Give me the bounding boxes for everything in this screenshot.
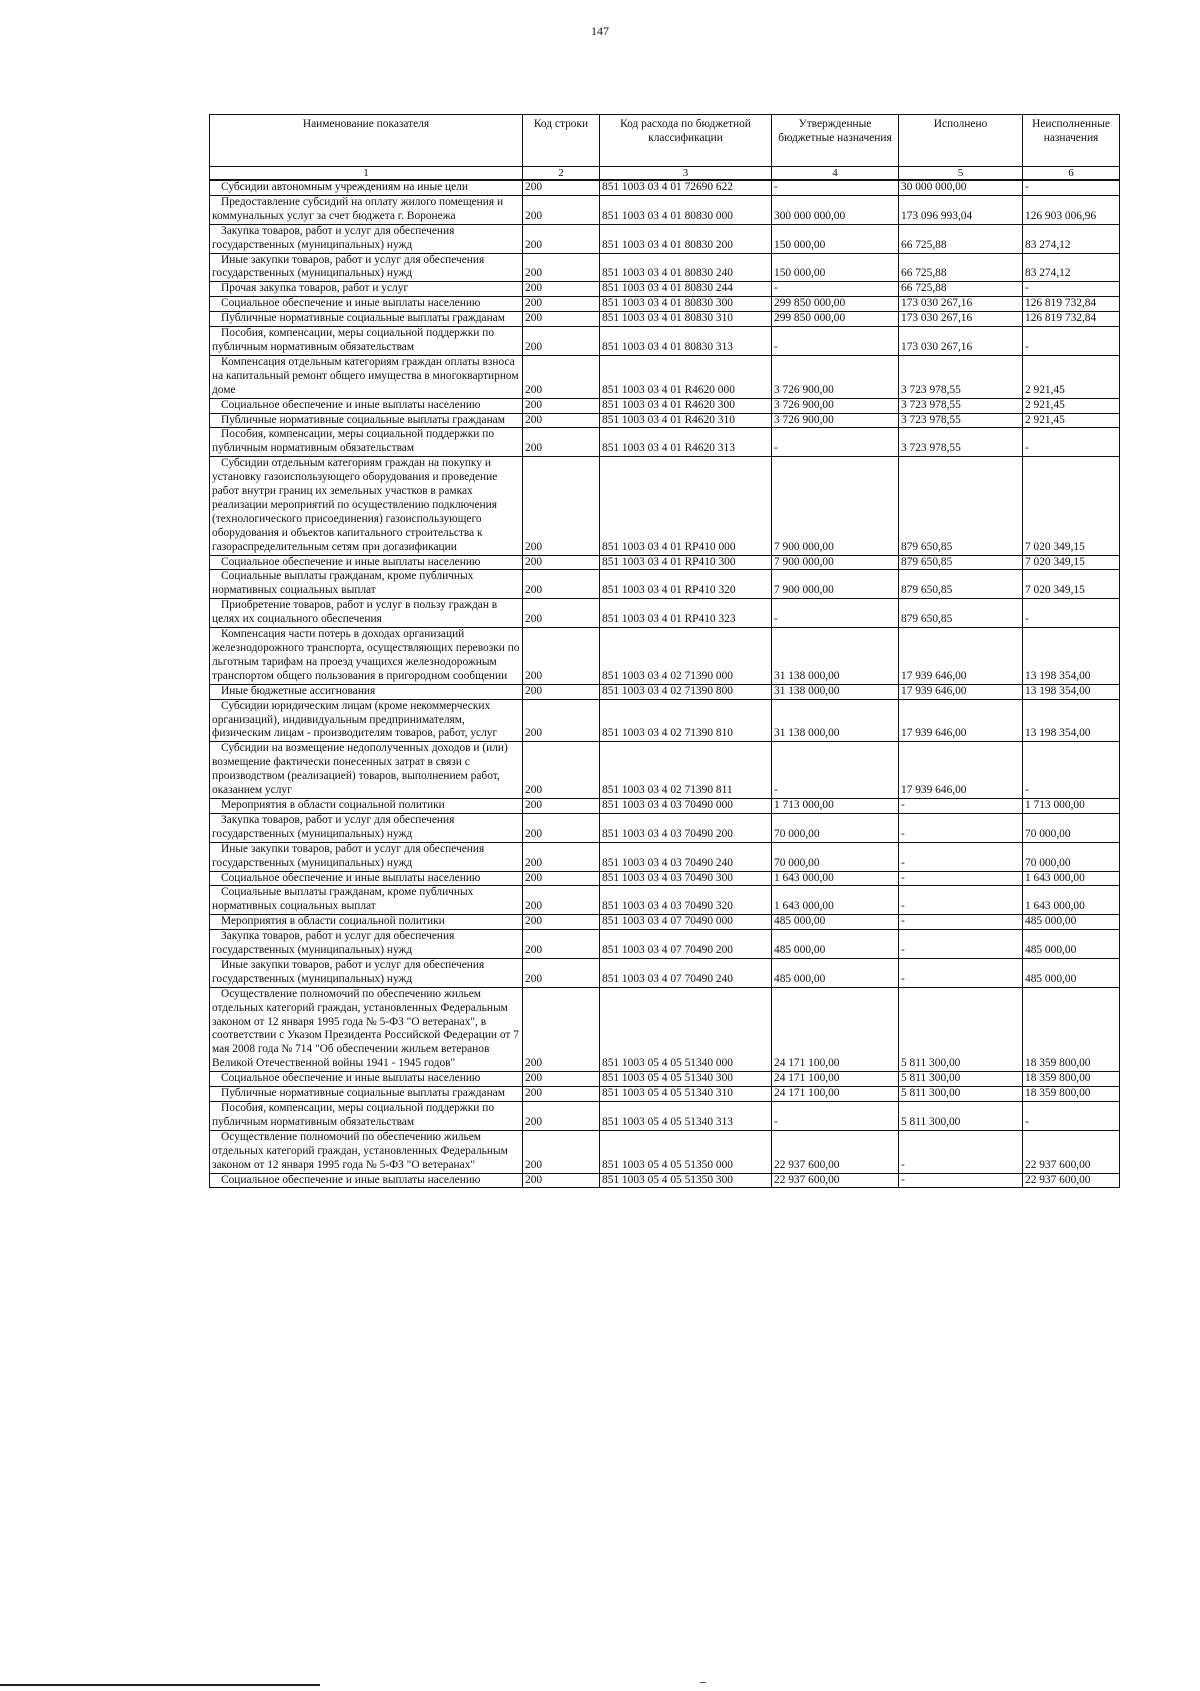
table-row	[210, 958, 1120, 987]
cell-name: Мероприятия в области социальной политики	[210, 915, 523, 930]
cell-executed: -	[899, 798, 1023, 813]
cell-budget-code: 851 1003 03 4 02 71390 000	[600, 628, 772, 685]
cell-unexecuted: -	[1023, 742, 1120, 799]
cell-line-code: 200	[523, 684, 600, 699]
cell-line-code: 200	[523, 195, 600, 224]
cell-executed: -	[899, 813, 1023, 842]
cell-name: Закупка товаров, работ и услуг для обеспечения государственных (муниципальных) нужд	[210, 224, 523, 253]
cell-name: Публичные нормативные социальные выплаты гражданам	[210, 1087, 523, 1102]
cell-executed: 17 939 646,00	[899, 699, 1023, 742]
cell-approved: 22 937 600,00	[772, 1130, 899, 1173]
cell-executed: 66 725,88	[899, 253, 1023, 282]
cell-name: Осуществление полномочий по обеспечению жильем отдельных категорий граждан, установленных Федеральным законом от 12 января 1995 года № 5-ФЗ "О ветеранах", в соответствии с Указом Президента Российской Федерации от 7 мая 2008 года № 714 "Об обеспечении жильем ветеранов Великой Отечественной войны 1941 - 1945 годов"	[210, 987, 523, 1071]
budget-execution-table	[209, 114, 1120, 1188]
cell-budget-code: 851 1003 03 4 02 71390 811	[600, 742, 772, 799]
cell-line-code: 200	[523, 1173, 600, 1188]
cell-line-code: 200	[523, 813, 600, 842]
cell-budget-code: 851 1003 03 4 03 70490 320	[600, 886, 772, 915]
cell-name: Социальные выплаты гражданам, кроме публичных нормативных социальных выплат	[210, 570, 523, 599]
column-number: 1	[210, 167, 523, 181]
cell-approved: 485 000,00	[772, 930, 899, 959]
cell-budget-code: 851 1003 03 4 01 80830 244	[600, 282, 772, 297]
cell-unexecuted: 485 000,00	[1023, 915, 1120, 930]
cell-approved: 31 138 000,00	[772, 684, 899, 699]
table-row	[210, 555, 1120, 570]
cell-budget-code: 851 1003 03 4 07 70490 000	[600, 915, 772, 930]
table-row	[210, 428, 1120, 457]
table-row	[210, 599, 1120, 628]
cell-unexecuted: 126 819 732,84	[1023, 297, 1120, 312]
cell-unexecuted: 1 643 000,00	[1023, 871, 1120, 886]
cell-approved: 3 726 900,00	[772, 355, 899, 398]
cell-name: Социальные выплаты гражданам, кроме публичных нормативных социальных выплат	[210, 886, 523, 915]
table-row	[210, 253, 1120, 282]
cell-approved: 70 000,00	[772, 842, 899, 871]
cell-approved: 31 138 000,00	[772, 628, 899, 685]
cell-name: Прочая закупка товаров, работ и услуг	[210, 282, 523, 297]
cell-name: Иные бюджетные ассигнования	[210, 684, 523, 699]
cell-name: Социальное обеспечение и иные выплаты населению	[210, 1173, 523, 1188]
cell-line-code: 200	[523, 871, 600, 886]
cell-line-code: 200	[523, 628, 600, 685]
table-row	[210, 1087, 1120, 1102]
cell-unexecuted: 70 000,00	[1023, 842, 1120, 871]
cell-executed: 3 723 978,55	[899, 355, 1023, 398]
cell-budget-code: 851 1003 03 4 03 70490 300	[600, 871, 772, 886]
cell-unexecuted: 22 937 600,00	[1023, 1173, 1120, 1188]
table-row	[210, 1102, 1120, 1131]
cell-line-code: 200	[523, 555, 600, 570]
cell-approved: 70 000,00	[772, 813, 899, 842]
cell-name: Публичные нормативные социальные выплаты гражданам	[210, 413, 523, 428]
cell-name: Субсидии отдельным категориям граждан на покупку и установку газоиспользующего оборудования и проведение работ внутри границ их земельных участков в рамках реализации мероприятий по осуществлению подключения (технологического присоединения) газоиспользующего оборудования и объектов капитального строительства к газораспределительным сетям при догазификации	[210, 457, 523, 555]
cell-approved: 1 643 000,00	[772, 871, 899, 886]
cell-unexecuted: 13 198 354,00	[1023, 699, 1120, 742]
cell-name: Предоставление субсидий на оплату жилого помещения и коммунальных услуг за счет бюджета г. Воронежа	[210, 195, 523, 224]
cell-budget-code: 851 1003 05 4 05 51340 313	[600, 1102, 772, 1131]
cell-executed: 5 811 300,00	[899, 987, 1023, 1071]
cell-executed: 173 096 993,04	[899, 195, 1023, 224]
table-row	[210, 195, 1120, 224]
cell-line-code: 200	[523, 915, 600, 930]
column-number: 2	[523, 167, 600, 181]
cell-line-code: 200	[523, 958, 600, 987]
table-row	[210, 355, 1120, 398]
cell-executed: 879 650,85	[899, 599, 1023, 628]
cell-budget-code: 851 1003 03 4 03 70490 240	[600, 842, 772, 871]
cell-unexecuted: 7 020 349,15	[1023, 457, 1120, 555]
cell-budget-code: 851 1003 03 4 07 70490 200	[600, 930, 772, 959]
table-row	[210, 1072, 1120, 1087]
cell-unexecuted: 2 921,45	[1023, 413, 1120, 428]
cell-line-code: 200	[523, 742, 600, 799]
cell-budget-code: 851 1003 03 4 01 80830 200	[600, 224, 772, 253]
cell-unexecuted: -	[1023, 1102, 1120, 1131]
column-number: 6	[1023, 167, 1120, 181]
cell-executed: -	[899, 930, 1023, 959]
cell-approved: 7 900 000,00	[772, 570, 899, 599]
table-row	[210, 930, 1120, 959]
cell-unexecuted: 13 198 354,00	[1023, 628, 1120, 685]
cell-approved: 24 171 100,00	[772, 1087, 899, 1102]
cell-executed: 5 811 300,00	[899, 1087, 1023, 1102]
cell-approved: -	[772, 327, 899, 356]
table-row	[210, 1173, 1120, 1188]
cell-approved: 22 937 600,00	[772, 1173, 899, 1188]
cell-name: Субсидии автономным учреждениям на иные цели	[210, 180, 523, 195]
cell-budget-code: 851 1003 03 4 01 RP410 000	[600, 457, 772, 555]
header-unexecuted: Неисполненные назначения	[1023, 115, 1120, 167]
table-row	[210, 413, 1120, 428]
cell-unexecuted: 2 921,45	[1023, 355, 1120, 398]
cell-executed: -	[899, 886, 1023, 915]
header-budget-code: Код расхода по бюджетной классификации	[600, 115, 772, 167]
header-name: Наименование показателя	[210, 115, 523, 167]
cell-approved: 485 000,00	[772, 958, 899, 987]
cell-executed: 879 650,85	[899, 555, 1023, 570]
cell-budget-code: 851 1003 03 4 01 RP410 323	[600, 599, 772, 628]
cell-approved: 24 171 100,00	[772, 1072, 899, 1087]
cell-approved: -	[772, 599, 899, 628]
cell-name: Иные закупки товаров, работ и услуг для обеспечения государственных (муниципальных) нужд	[210, 958, 523, 987]
cell-budget-code: 851 1003 03 4 01 R4620 300	[600, 398, 772, 413]
footer-mark	[700, 1682, 706, 1683]
cell-unexecuted: 18 359 800,00	[1023, 1072, 1120, 1087]
cell-approved: 300 000 000,00	[772, 195, 899, 224]
cell-line-code: 200	[523, 413, 600, 428]
cell-line-code: 200	[523, 842, 600, 871]
cell-budget-code: 851 1003 03 4 07 70490 240	[600, 958, 772, 987]
cell-name: Пособия, компенсации, меры социальной поддержки по публичным нормативным обязательствам	[210, 1102, 523, 1131]
page-number: 147	[591, 24, 609, 38]
footer-rule	[0, 1684, 320, 1686]
cell-approved: -	[772, 428, 899, 457]
cell-budget-code: 851 1003 03 4 01 80830 310	[600, 312, 772, 327]
cell-budget-code: 851 1003 05 4 05 51340 300	[600, 1072, 772, 1087]
cell-approved: -	[772, 1102, 899, 1131]
cell-line-code: 200	[523, 297, 600, 312]
cell-name: Субсидии на возмещение недополученных доходов и (или) возмещение фактически понесенных затрат в связи с производством (реализацией) товаров, выполнением работ, оказанием услуг	[210, 742, 523, 799]
table-row	[210, 570, 1120, 599]
cell-unexecuted: -	[1023, 282, 1120, 297]
cell-executed: -	[899, 1130, 1023, 1173]
cell-unexecuted: 126 903 006,96	[1023, 195, 1120, 224]
cell-line-code: 200	[523, 224, 600, 253]
cell-budget-code: 851 1003 03 4 01 80830 240	[600, 253, 772, 282]
cell-budget-code: 851 1003 03 4 03 70490 200	[600, 813, 772, 842]
cell-budget-code: 851 1003 05 4 05 51350 300	[600, 1173, 772, 1188]
cell-executed: 173 030 267,16	[899, 312, 1023, 327]
cell-executed: -	[899, 1173, 1023, 1188]
cell-executed: 17 939 646,00	[899, 628, 1023, 685]
cell-line-code: 200	[523, 798, 600, 813]
table-row	[210, 180, 1120, 195]
column-number: 3	[600, 167, 772, 181]
cell-name: Компенсация отдельным категориям граждан оплаты взноса на капитальный ремонт общего имущества в многоквартирном доме	[210, 355, 523, 398]
cell-budget-code: 851 1003 03 4 01 80830 300	[600, 297, 772, 312]
cell-unexecuted: 126 819 732,84	[1023, 312, 1120, 327]
cell-executed: -	[899, 958, 1023, 987]
cell-executed: 5 811 300,00	[899, 1072, 1023, 1087]
cell-unexecuted: -	[1023, 327, 1120, 356]
cell-name: Закупка товаров, работ и услуг для обеспечения государственных (муниципальных) нужд	[210, 930, 523, 959]
cell-unexecuted: 1 713 000,00	[1023, 798, 1120, 813]
cell-name: Компенсация части потерь в доходах организаций железнодорожного транспорта, осуществляющих перевозки по льготным тарифам на проезд учащихся железнодорожным транспортом общего пользования в пригородном сообщении	[210, 628, 523, 685]
header-line-code: Код строки	[523, 115, 600, 167]
cell-approved: 150 000,00	[772, 253, 899, 282]
header-row	[210, 115, 1120, 167]
cell-line-code: 200	[523, 398, 600, 413]
cell-executed: 879 650,85	[899, 457, 1023, 555]
table-row	[210, 742, 1120, 799]
cell-executed: 17 939 646,00	[899, 684, 1023, 699]
cell-name: Субсидии юридическим лицам (кроме некоммерческих организаций), индивидуальным предпринимателям, физическим лицам - производителям товаров, работ, услуг	[210, 699, 523, 742]
cell-approved: 24 171 100,00	[772, 987, 899, 1071]
column-number-row	[210, 167, 1120, 181]
table-row	[210, 282, 1120, 297]
cell-budget-code: 851 1003 03 4 01 RP410 320	[600, 570, 772, 599]
cell-approved: -	[772, 742, 899, 799]
cell-name: Мероприятия в области социальной политики	[210, 798, 523, 813]
cell-executed: 3 723 978,55	[899, 413, 1023, 428]
cell-budget-code: 851 1003 05 4 05 51340 000	[600, 987, 772, 1071]
cell-name: Закупка товаров, работ и услуг для обеспечения государственных (муниципальных) нужд	[210, 813, 523, 842]
cell-name: Социальное обеспечение и иные выплаты населению	[210, 555, 523, 570]
cell-name: Пособия, компенсации, меры социальной поддержки по публичным нормативным обязательствам	[210, 327, 523, 356]
cell-unexecuted: -	[1023, 599, 1120, 628]
cell-budget-code: 851 1003 03 4 01 R4620 000	[600, 355, 772, 398]
column-number: 5	[899, 167, 1023, 181]
cell-executed: -	[899, 915, 1023, 930]
table-row	[210, 699, 1120, 742]
column-number: 4	[772, 167, 899, 181]
cell-name: Социальное обеспечение и иные выплаты населению	[210, 1072, 523, 1087]
cell-unexecuted: 1 643 000,00	[1023, 886, 1120, 915]
cell-unexecuted: 13 198 354,00	[1023, 684, 1120, 699]
cell-line-code: 200	[523, 886, 600, 915]
cell-line-code: 200	[523, 1130, 600, 1173]
cell-unexecuted: 2 921,45	[1023, 398, 1120, 413]
cell-budget-code: 851 1003 03 4 01 72690 622	[600, 180, 772, 195]
table-row	[210, 297, 1120, 312]
cell-line-code: 200	[523, 327, 600, 356]
cell-approved: 485 000,00	[772, 915, 899, 930]
cell-name: Социальное обеспечение и иные выплаты населению	[210, 297, 523, 312]
cell-budget-code: 851 1003 03 4 01 RP410 300	[600, 555, 772, 570]
table-body	[210, 180, 1120, 1188]
cell-approved: 7 900 000,00	[772, 555, 899, 570]
cell-line-code: 200	[523, 253, 600, 282]
cell-line-code: 200	[523, 312, 600, 327]
cell-approved: 3 726 900,00	[772, 413, 899, 428]
cell-executed: 17 939 646,00	[899, 742, 1023, 799]
cell-budget-code: 851 1003 05 4 05 51350 000	[600, 1130, 772, 1173]
cell-budget-code: 851 1003 03 4 01 R4620 313	[600, 428, 772, 457]
table-row	[210, 224, 1120, 253]
cell-approved: 7 900 000,00	[772, 457, 899, 555]
header-executed: Исполнено	[899, 115, 1023, 167]
header-approved: Утвержденные бюджетные назначения	[772, 115, 899, 167]
cell-unexecuted: 7 020 349,15	[1023, 555, 1120, 570]
cell-budget-code: 851 1003 03 4 03 70490 000	[600, 798, 772, 813]
table-row	[210, 684, 1120, 699]
cell-name: Иные закупки товаров, работ и услуг для обеспечения государственных (муниципальных) нужд	[210, 842, 523, 871]
cell-executed: 173 030 267,16	[899, 327, 1023, 356]
table-row	[210, 312, 1120, 327]
cell-unexecuted: 83 274,12	[1023, 224, 1120, 253]
cell-approved: -	[772, 180, 899, 195]
cell-unexecuted: 18 359 800,00	[1023, 1087, 1120, 1102]
cell-budget-code: 851 1003 03 4 01 80830 000	[600, 195, 772, 224]
cell-executed: 66 725,88	[899, 224, 1023, 253]
cell-approved: 1 713 000,00	[772, 798, 899, 813]
table-row	[210, 842, 1120, 871]
cell-unexecuted: 70 000,00	[1023, 813, 1120, 842]
table-row	[210, 871, 1120, 886]
cell-budget-code: 851 1003 03 4 02 71390 800	[600, 684, 772, 699]
cell-unexecuted: 22 937 600,00	[1023, 1130, 1120, 1173]
cell-name: Иные закупки товаров, работ и услуг для обеспечения государственных (муниципальных) нужд	[210, 253, 523, 282]
cell-unexecuted: -	[1023, 180, 1120, 195]
cell-line-code: 200	[523, 1102, 600, 1131]
cell-name: Приобретение товаров, работ и услуг в пользу граждан в целях их социального обеспечения	[210, 599, 523, 628]
cell-executed: -	[899, 842, 1023, 871]
cell-executed: 173 030 267,16	[899, 297, 1023, 312]
cell-unexecuted: 83 274,12	[1023, 253, 1120, 282]
cell-unexecuted: -	[1023, 428, 1120, 457]
table-row	[210, 886, 1120, 915]
cell-approved: 31 138 000,00	[772, 699, 899, 742]
cell-line-code: 200	[523, 699, 600, 742]
cell-line-code: 200	[523, 599, 600, 628]
cell-budget-code: 851 1003 03 4 01 R4620 310	[600, 413, 772, 428]
cell-line-code: 200	[523, 1072, 600, 1087]
cell-name: Осуществление полномочий по обеспечению жильем отдельных категорий граждан, установленных Федеральным законом от 12 января 1995 года № 5-ФЗ "О ветеранах"	[210, 1130, 523, 1173]
cell-line-code: 200	[523, 355, 600, 398]
cell-unexecuted: 485 000,00	[1023, 930, 1120, 959]
cell-unexecuted: 7 020 349,15	[1023, 570, 1120, 599]
cell-unexecuted: 18 359 800,00	[1023, 987, 1120, 1071]
cell-executed: 30 000 000,00	[899, 180, 1023, 195]
cell-budget-code: 851 1003 03 4 01 80830 313	[600, 327, 772, 356]
cell-line-code: 200	[523, 457, 600, 555]
cell-name: Пособия, компенсации, меры социальной поддержки по публичным нормативным обязательствам	[210, 428, 523, 457]
cell-approved: -	[772, 282, 899, 297]
cell-line-code: 200	[523, 180, 600, 195]
cell-executed: 879 650,85	[899, 570, 1023, 599]
cell-line-code: 200	[523, 428, 600, 457]
cell-executed: 3 723 978,55	[899, 428, 1023, 457]
cell-approved: 1 643 000,00	[772, 886, 899, 915]
cell-name: Социальное обеспечение и иные выплаты населению	[210, 398, 523, 413]
table-row	[210, 327, 1120, 356]
cell-line-code: 200	[523, 1087, 600, 1102]
table-row	[210, 798, 1120, 813]
table-row	[210, 398, 1120, 413]
cell-line-code: 200	[523, 282, 600, 297]
cell-approved: 299 850 000,00	[772, 297, 899, 312]
cell-budget-code: 851 1003 05 4 05 51340 310	[600, 1087, 772, 1102]
cell-unexecuted: 485 000,00	[1023, 958, 1120, 987]
cell-name: Публичные нормативные социальные выплаты гражданам	[210, 312, 523, 327]
table-row	[210, 1130, 1120, 1173]
cell-executed: -	[899, 871, 1023, 886]
cell-line-code: 200	[523, 570, 600, 599]
table-row	[210, 813, 1120, 842]
table-row	[210, 987, 1120, 1071]
cell-line-code: 200	[523, 930, 600, 959]
cell-executed: 66 725,88	[899, 282, 1023, 297]
cell-name: Социальное обеспечение и иные выплаты населению	[210, 871, 523, 886]
cell-approved: 3 726 900,00	[772, 398, 899, 413]
cell-approved: 299 850 000,00	[772, 312, 899, 327]
table-row	[210, 915, 1120, 930]
cell-executed: 3 723 978,55	[899, 398, 1023, 413]
table-row	[210, 628, 1120, 685]
cell-executed: 5 811 300,00	[899, 1102, 1023, 1131]
table-row	[210, 457, 1120, 555]
cell-line-code: 200	[523, 987, 600, 1071]
cell-approved: 150 000,00	[772, 224, 899, 253]
cell-budget-code: 851 1003 03 4 02 71390 810	[600, 699, 772, 742]
